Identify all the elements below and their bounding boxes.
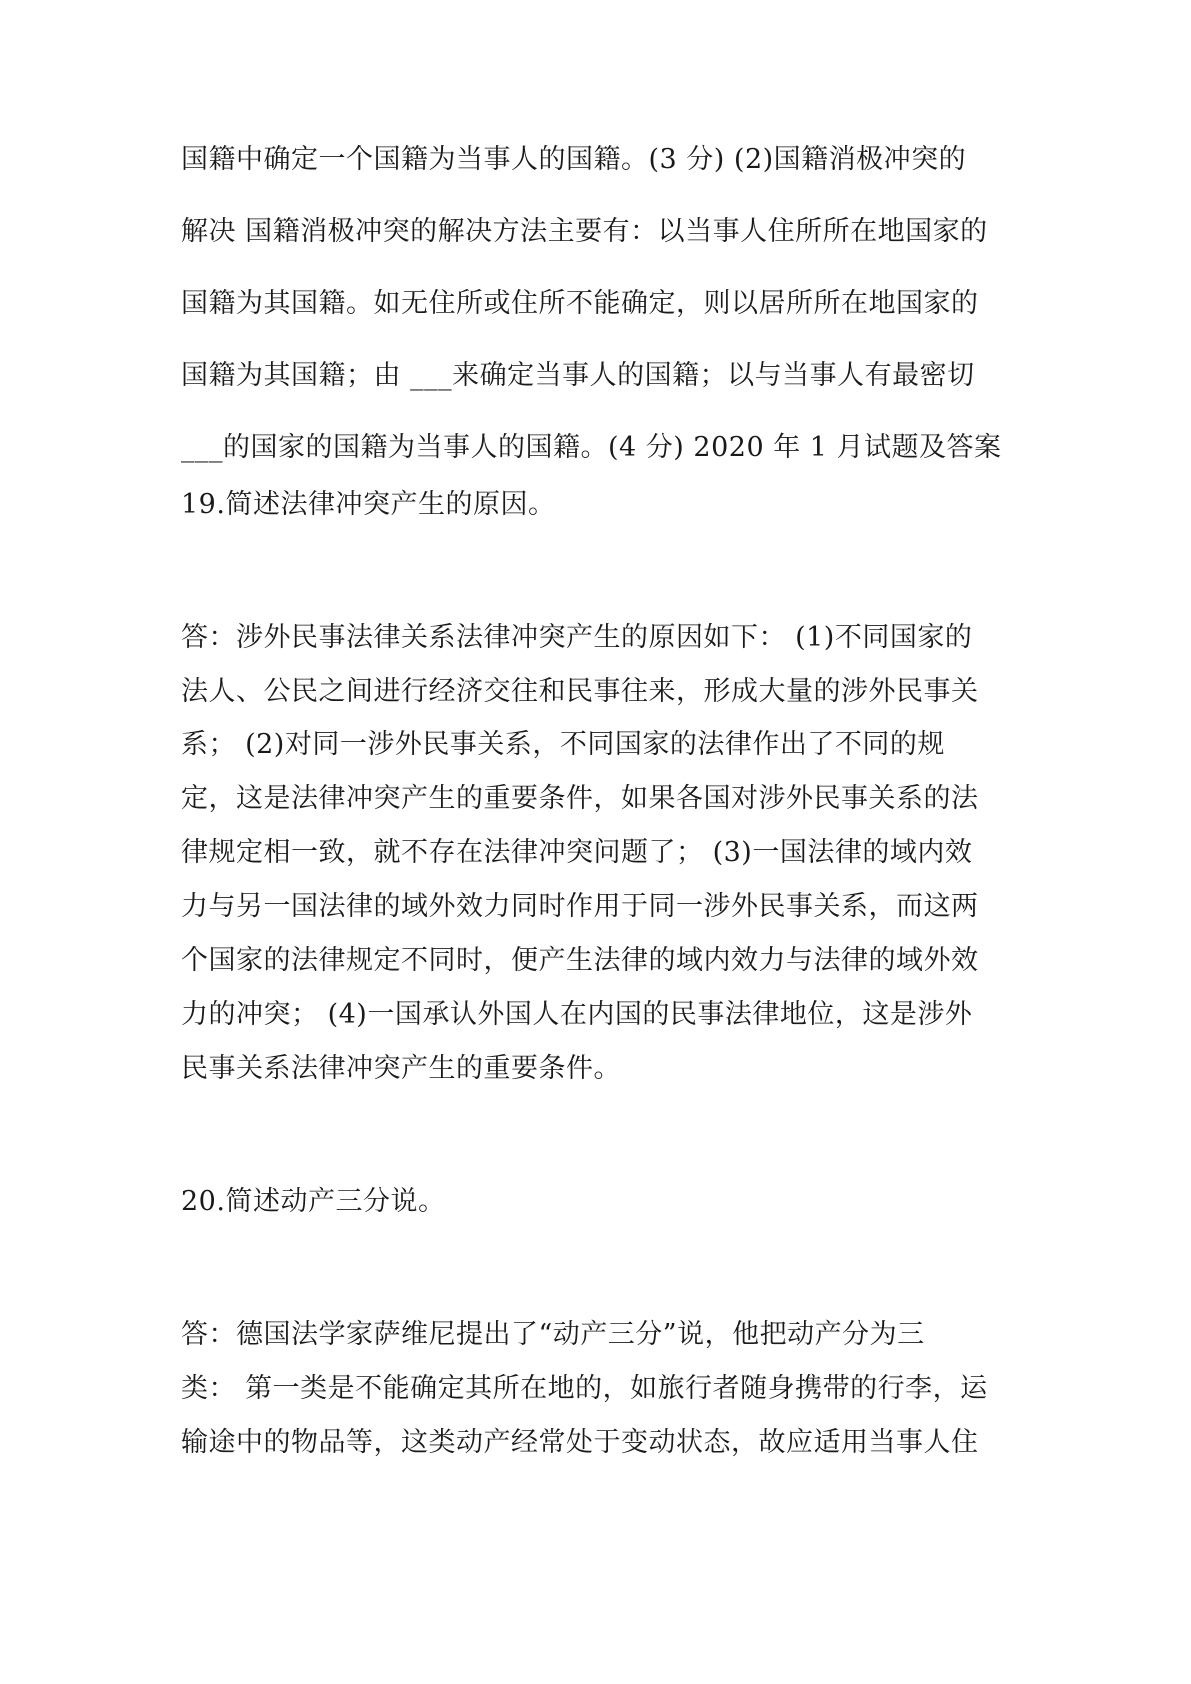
text-line: 力的冲突； (4)一国承认外国人在内国的民事法律地位，这是涉外	[181, 999, 973, 1030]
text-line: 法人、公民之间进行经济交往和民事往来，形成大量的涉外民事关	[181, 676, 979, 707]
text-line: 力与另一国法律的域外效力同时作用于同一涉外民事关系，而这两	[181, 891, 979, 922]
question-heading: 20.简述动产三分说。	[181, 1186, 446, 1217]
text-line: ___的国家的国籍为当事人的国籍。(4 分) 2020 年 1 月试题及答案	[181, 432, 1002, 463]
text-line: 类： 第一类是不能确定其所在地的，如旅行者随身携带的行李，运	[181, 1373, 988, 1404]
text-line: 国籍中确定一个国籍为当事人的国籍。(3 分) (2)国籍消极冲突的	[181, 144, 967, 175]
text-line: 民事关系法律冲突产生的重要条件。	[181, 1053, 621, 1084]
text-line: 答：涉外民事法律关系法律冲突产生的原因如下： (1)不同国家的	[181, 622, 973, 653]
text-line: 律规定相一致，就不存在法律冲突问题了； (3)一国法律的域内效	[181, 837, 973, 868]
text-line: 国籍为其国籍。如无住所或住所不能确定，则以居所所在地国家的	[181, 288, 979, 319]
text-line: 系； (2)对同一涉外民事关系，不同国家的法律作出了不同的规	[181, 729, 945, 760]
text-line: 国籍为其国籍；由 ___来确定当事人的国籍；以与当事人有最密切	[181, 360, 975, 391]
text-line: 个国家的法律规定不同时，便产生法律的域内效力与法律的域外效	[181, 945, 979, 976]
text-line: 定，这是法律冲突产生的重要条件，如果各国对涉外民事关系的法	[181, 783, 979, 814]
text-line: 输途中的物品等，这类动产经常处于变动状态，故应适用当事人住	[181, 1427, 979, 1458]
text-line: 答：德国法学家萨维尼提出了“动产三分”说，他把动产分为三	[181, 1319, 925, 1350]
text-line: 解决 国籍消极冲突的解决方法主要有：以当事人住所所在地国家的	[181, 216, 988, 247]
question-heading: 19.简述法律冲突产生的原因。	[181, 489, 556, 520]
